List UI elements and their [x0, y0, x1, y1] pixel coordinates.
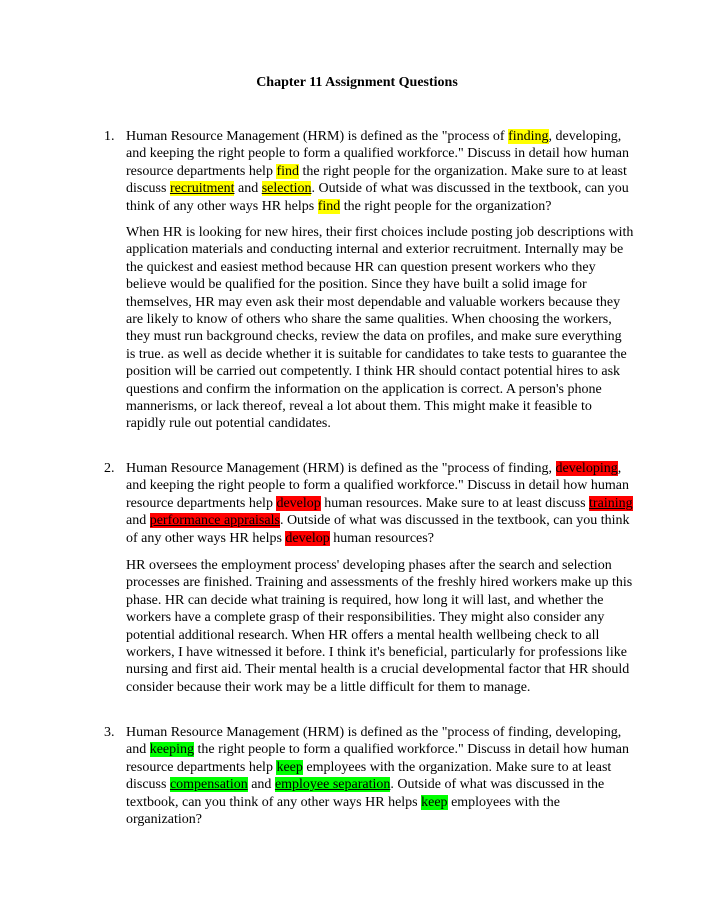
highlight-keep: keep	[276, 759, 303, 775]
question-text: Human Resource Management (HRM) is defined as the "process of finding, developing, and keeping the right people to form a qualified workforce." Discuss in detail how human resource departments help find the right people for the organization. Make sure to at least discuss recruitment and selection. Outside of what was discussed in the textbook, can you think of any other ways HR helps find the right people for the organization?	[126, 129, 629, 214]
highlight-developing: developing	[555, 461, 618, 476]
highlight-selection: selection	[261, 181, 312, 197]
answer-1	[126, 224, 634, 433]
highlight-find: find	[317, 198, 341, 214]
highlight-keep: keep	[421, 794, 448, 810]
question-number: 2.	[104, 461, 115, 476]
question-1	[104, 128, 634, 215]
highlight-performance-appraisals: performance appraisals	[149, 513, 280, 529]
question-2	[104, 460, 634, 547]
highlight-training: training	[589, 495, 633, 511]
answer-text: HR oversees the employment process' developing phases after the search and selection processes are finished. Training and assessments of the freshly hired workers make up this phase. HR can decide what training is required, how long it will last, and whether the workers have a complete grasp of their responsibilities. They might also consider any potential additional research. When HR offers a mental health wellbeing check to all workers, I have witnessed it before. I think it's beneficial, particularly for professions like nursing and first aid. Their mental health is a crucial developmental factor that HR should consider because their work may be a little difficult for them to manage.	[126, 558, 633, 695]
answer-2	[126, 557, 634, 696]
highlight-recruitment: recruitment	[169, 181, 235, 197]
question-text: Human Resource Management (HRM) is defined as the "process of finding, developing, and keeping the right people to form a qualified workforce." Discuss in detail how human resource departments help keep employees with the organization. Make sure to at least discuss compensation and employee separation. Outside of what was discussed in the textbook, can you think of any other ways HR helps keep employees with the organization?	[126, 725, 629, 828]
question-text: Human Resource Management (HRM) is defined as the "process of finding, developing, and keeping the right people to form a qualified workforce." Discuss in detail how human resource departments help develop human resources. Make sure to at least discuss training and performance appraisals. Outside of what was discussed in the textbook, can you think of any other ways HR helps develop human resources?	[126, 461, 633, 546]
question-number: 1.	[104, 129, 115, 144]
highlight-find: find	[276, 163, 300, 179]
highlight-compensation: compensation	[169, 777, 248, 793]
highlight-develop: develop	[285, 530, 330, 546]
highlight-keeping: keeping	[149, 742, 195, 758]
document-title: Chapter 11 Assignment Questions	[256, 75, 458, 90]
answer-text: When HR is looking for new hires, their first choices include posting job descriptions with application materials and conducting internal and exterior recruitment. Internally may be the quickest and easiest method because HR can question present workers who they believe would be qualified for the position. Since they have built a solid image for themselves, HR may even ask their most dependable and valuable workers because they are likely to know of others who share the same qualities. When choosing the workers, they must run background checks, review the data on profiles, and make sure everything is true. as well as decide whether it is suitable for candidates to take tests to guarantee the position will be carried out competently. I think HR should contact potential hires to ask questions and confirm the information on the application is correct. A person's phone mannerisms, or lack thereof, reveal a lot about them. This might make it feasible to rapidly rule out potential candidates.	[126, 225, 634, 432]
highlight-finding: finding	[508, 129, 549, 144]
highlight-employee-separation: employee separation	[274, 777, 391, 793]
question-3	[104, 724, 634, 828]
highlight-develop: develop	[276, 495, 321, 511]
question-number: 3.	[104, 725, 115, 740]
